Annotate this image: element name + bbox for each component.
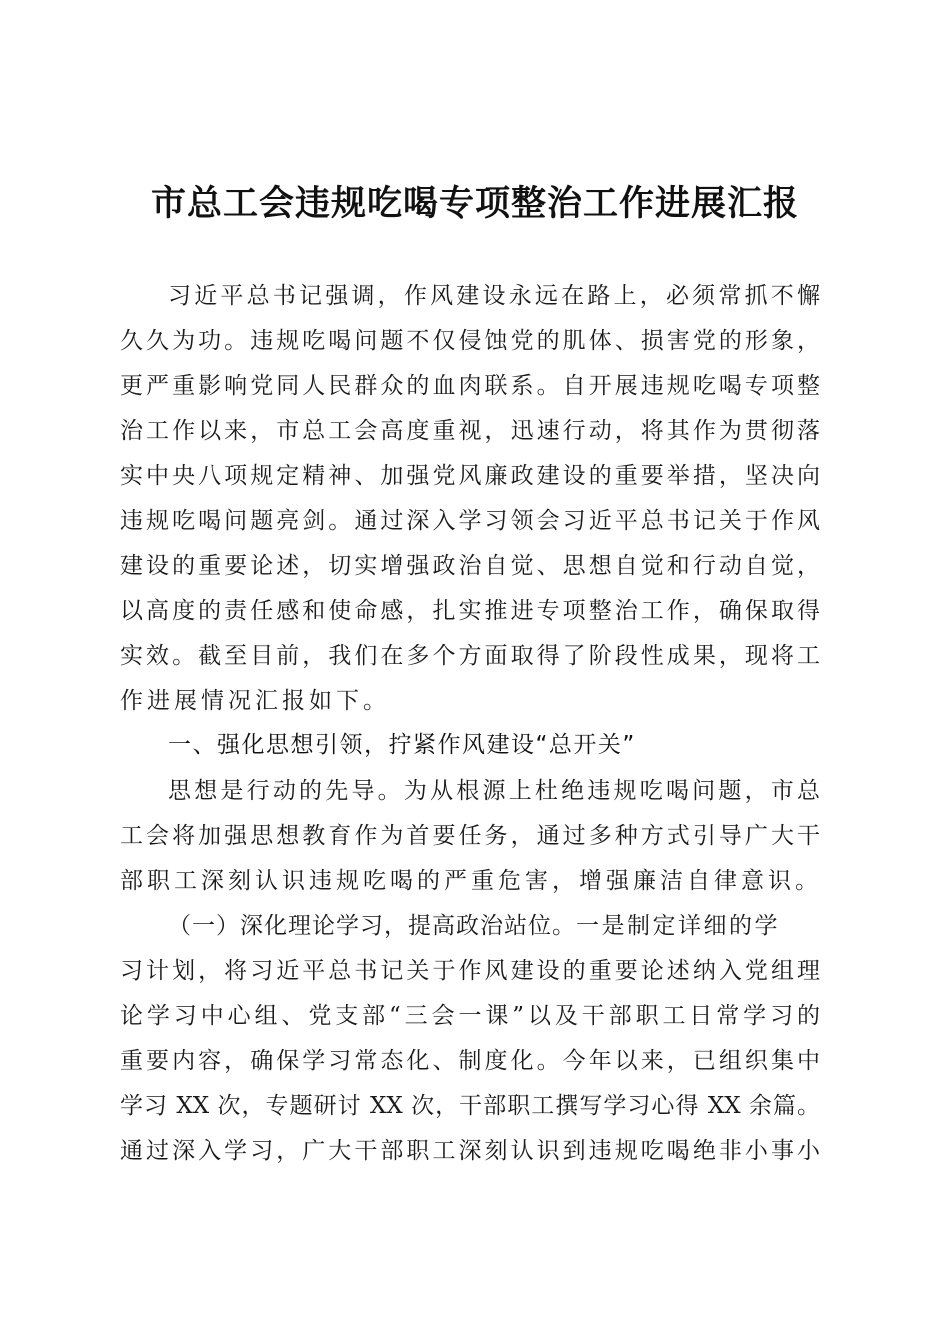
section1-line-1: 思想是行动的先导。为从根源上杜绝违规吃喝问题，市总 [168, 778, 820, 804]
intro-line-3: 更严重影响党同人民群众的血肉联系。自开展违规吃喝专项整 [120, 373, 820, 399]
intro-line-6: 违规吃喝问题亮剑。通过深入学习领会习近平总书记关于作风 [120, 508, 820, 534]
intro-line-5: 实中央八项规定精神、加强党风廉政建设的重要举措，坚决向 [120, 463, 820, 489]
intro-line-7: 建设的重要论述，切实增强政治自觉、思想自觉和行动自觉， [120, 553, 820, 579]
subsection1-line-6: 通过深入学习，广大干部职工深刻认识到违规吃喝绝非小事小 [120, 1138, 820, 1164]
intro-line-2: 久久为功。违规吃喝问题不仅侵蚀党的肌体、损害党的形象， [120, 328, 820, 354]
intro-line-10: 作进展情况汇报如下。 [120, 688, 390, 714]
section1-line-2: 工会将加强思想教育作为首要任务，通过多种方式引导广大干 [120, 823, 820, 849]
section1-line-3: 部职工深刻认识违规吃喝的严重危害，增强廉洁自律意识。 [120, 868, 822, 894]
intro-line-1: 习近平总书记强调，作风建设永远在路上，必须常抓不懈 [168, 283, 820, 309]
subsection1-line-4: 重要内容，确保学习常态化、制度化。今年以来，已组织集中 [120, 1048, 820, 1074]
section-heading-1: 一、强化思想引领，拧紧作风建设“总开关” [168, 732, 636, 758]
subsection-heading-1: （一）深化理论学习，提高政治站位。 [168, 913, 576, 939]
subsection1-first-line-rest: 一是制定详细的学 [576, 913, 780, 939]
subsection1-line-2: 习计划，将习近平总书记关于作风建设的重要论述纳入党组理 [120, 958, 820, 984]
subsection1-line-5: 学习 XX 次，专题研讨 XX 次，干部职工撰写学习心得 XX 余篇。 [120, 1093, 820, 1119]
subsection1-first-line [168, 911, 780, 941]
subsection1-line-3: 论学习中心组、党支部“三会一课”以及干部职工日常学习的 [120, 1003, 820, 1029]
intro-line-8: 以高度的责任感和使命感，扎实推进专项整治工作，确保取得 [120, 598, 820, 624]
document-title: 市总工会违规吃喝专项整治工作进展汇报 [150, 183, 799, 224]
intro-line-4: 治工作以来，市总工会高度重视，迅速行动，将其作为贯彻落 [120, 418, 820, 444]
intro-line-9: 实效。截至目前，我们在多个方面取得了阶段性成果，现将工 [120, 643, 820, 669]
